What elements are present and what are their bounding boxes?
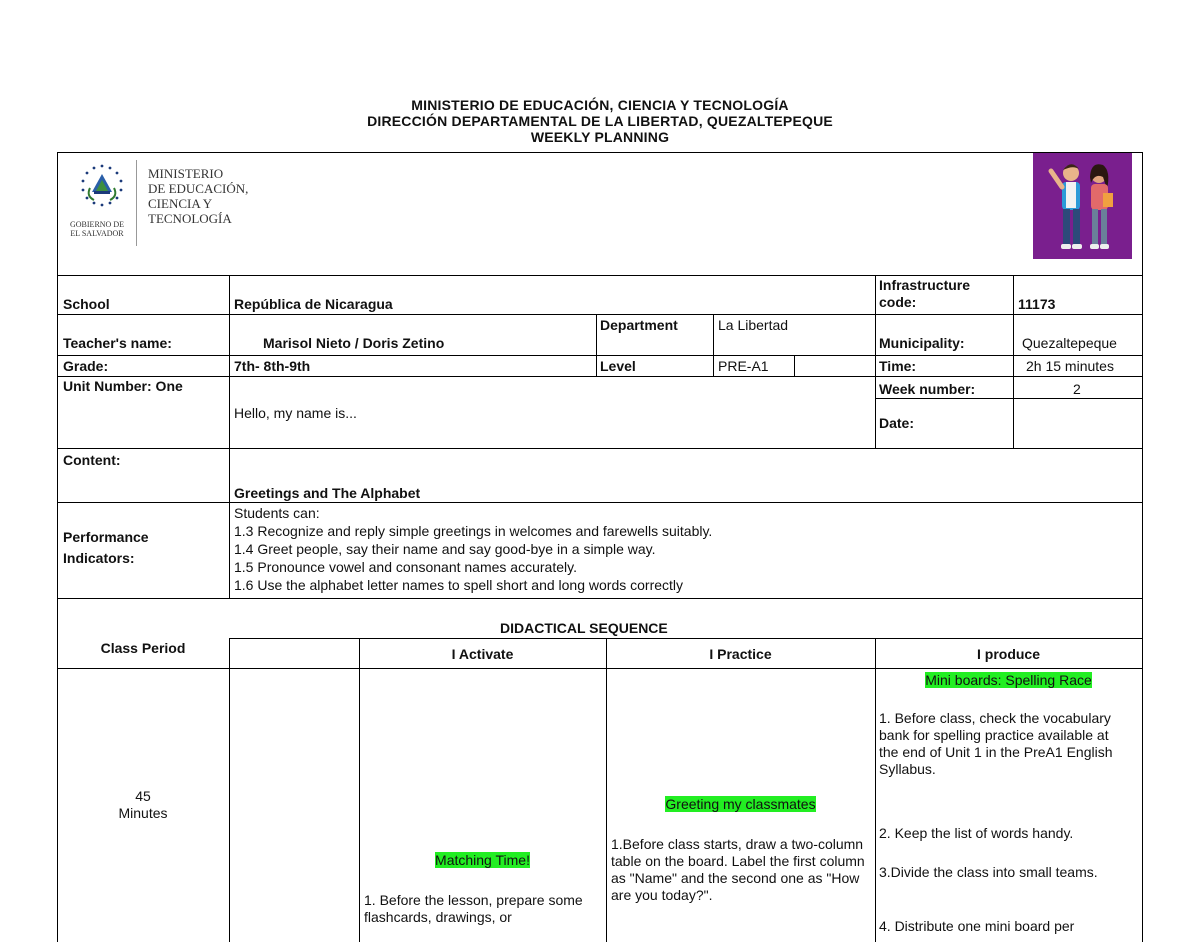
table-border-right — [1142, 152, 1143, 942]
row-line — [875, 398, 1143, 399]
school-value: República de Nicaragua — [234, 296, 393, 312]
municipality-value: Quezaltepeque — [1022, 335, 1117, 351]
grade-label: Grade: — [63, 358, 109, 374]
col-line — [606, 638, 607, 942]
produce-step-1: 1. Before class, check the vocabulary bank for spelling practice available at the end of Unit 1 in the PreA1 English Syllabus. — [879, 710, 1113, 777]
produce-step-4: 4. Distribute one mini board per — [879, 918, 1075, 934]
infrastructure-label-line-1: Infrastructure — [879, 277, 971, 293]
col-line — [1013, 275, 1014, 448]
table-border-top — [57, 152, 1143, 153]
infrastructure-label — [879, 277, 970, 311]
row-line — [57, 502, 1143, 503]
performance-label — [63, 527, 149, 569]
ministry-name-line: CIENCIA Y — [148, 196, 213, 211]
activate-title: Matching Time! — [435, 852, 530, 868]
produce-step-3: 3.Divide the class into small teams. — [879, 864, 1098, 880]
infrastructure-code-value: 11173 — [1018, 296, 1056, 312]
level-value: PRE-A1 — [718, 358, 769, 374]
table-border-left — [57, 152, 58, 942]
teacher-label: Teacher's name: — [63, 335, 172, 351]
performance-line: 1.3 Recognize and reply simple greetings in welcomes and farewells suitably. — [234, 523, 713, 539]
practice-header: I Practice — [709, 646, 772, 662]
row-line — [229, 638, 1143, 639]
government-label — [56, 220, 138, 238]
coat-of-arms-icon — [72, 160, 142, 220]
produce-title-wrap — [875, 672, 1142, 690]
ministry-name-line: TECNOLOGÍA — [148, 211, 232, 226]
col-line — [875, 275, 876, 448]
practice-title: Greeting my classmates — [665, 796, 816, 812]
infrastructure-label-line-2: code: — [879, 294, 917, 310]
performance-label-line-2: Indicators: — [63, 550, 135, 566]
municipality-label: Municipality: — [879, 335, 965, 351]
ministry-name-line: MINISTERIO — [148, 166, 224, 181]
grade-value: 7th- 8th-9th — [234, 358, 311, 374]
unit-value: Hello, my name is... — [234, 405, 357, 421]
document-header — [0, 97, 1200, 145]
level-label: Level — [600, 358, 636, 374]
performance-line: 1.4 Greet people, say their name and say good-bye in a simple way. — [234, 541, 656, 557]
ministry-name-line: DE EDUCACIÓN, — [148, 181, 249, 196]
teacher-value: Marisol Nieto / Doris Zetino — [263, 335, 445, 351]
performance-line: 1.6 Use the alphabet letter names to spell short and long words correctly — [234, 577, 684, 593]
produce-step-2: 2. Keep the list of words handy. — [879, 825, 1074, 841]
col-line — [229, 638, 230, 942]
class-period-value — [57, 788, 229, 822]
government-line-1: GOBIERNO DE — [70, 220, 124, 229]
activate-title-wrap — [359, 852, 606, 870]
row-line — [57, 376, 1143, 377]
practice-title-wrap — [606, 796, 875, 814]
produce-title: Mini boards: Spelling Race — [925, 672, 1092, 688]
ministry-name — [148, 166, 248, 226]
period-minutes-number: 45 — [135, 788, 151, 804]
row-line — [57, 668, 1143, 669]
performance-indicators — [234, 504, 712, 594]
ministry-logo — [68, 160, 278, 250]
performance-label-line-1: Performance — [63, 529, 149, 545]
produce-header: I produce — [976, 646, 1040, 662]
row-line — [57, 598, 1143, 599]
students-illustration — [1033, 153, 1132, 259]
time-value: 2h 15 minutes — [1026, 358, 1114, 374]
date-label: Date: — [879, 415, 915, 431]
activate-header: I Activate — [451, 646, 514, 662]
performance-line: 1.5 Pronounce vowel and consonant names accurately. — [234, 559, 577, 575]
students-icon — [1033, 153, 1132, 259]
col-line — [596, 314, 597, 376]
practice-text: 1.Before class starts, draw a two-column table on the board. Label the first column as "Name" and the second one as "How are you today?". — [611, 836, 865, 903]
time-label: Time: — [879, 358, 917, 374]
col-line — [713, 314, 714, 376]
class-period-header: Class Period — [100, 640, 186, 656]
department-label: Department — [600, 317, 678, 333]
row-line — [57, 275, 1143, 276]
performance-line: Students can: — [234, 505, 320, 521]
didactical-sequence-title: DIDACTICAL SEQUENCE — [500, 620, 668, 636]
period-minutes-unit: Minutes — [118, 805, 168, 821]
col-line — [794, 355, 795, 376]
government-line-2: EL SALVADOR — [70, 229, 124, 238]
col-line — [229, 275, 230, 598]
content-value: Greetings and The Alphabet — [234, 485, 421, 501]
col-line — [359, 638, 360, 942]
row-line — [57, 314, 1143, 315]
row-line — [57, 448, 1143, 449]
activate-text: 1. Before the lesson, prepare some flashcards, drawings, or — [364, 892, 583, 925]
week-label: Week number: — [879, 381, 976, 397]
school-label: School — [63, 296, 110, 312]
row-line — [57, 355, 1143, 356]
unit-label: Unit Number: One — [63, 378, 183, 394]
week-value: 2 — [1073, 381, 1081, 397]
department-value: La Libertad — [718, 317, 789, 333]
header-direction: DIRECCIÓN DEPARTAMENTAL DE LA LIBERTAD, QUEZALTEPEQUE — [367, 113, 833, 129]
content-label: Content: — [63, 452, 121, 468]
header-weekly-planning: WEEKLY PLANNING — [530, 129, 670, 145]
header-ministry: MINISTERIO DE EDUCACIÓN, CIENCIA Y TECNOLOGÍA — [411, 97, 789, 113]
